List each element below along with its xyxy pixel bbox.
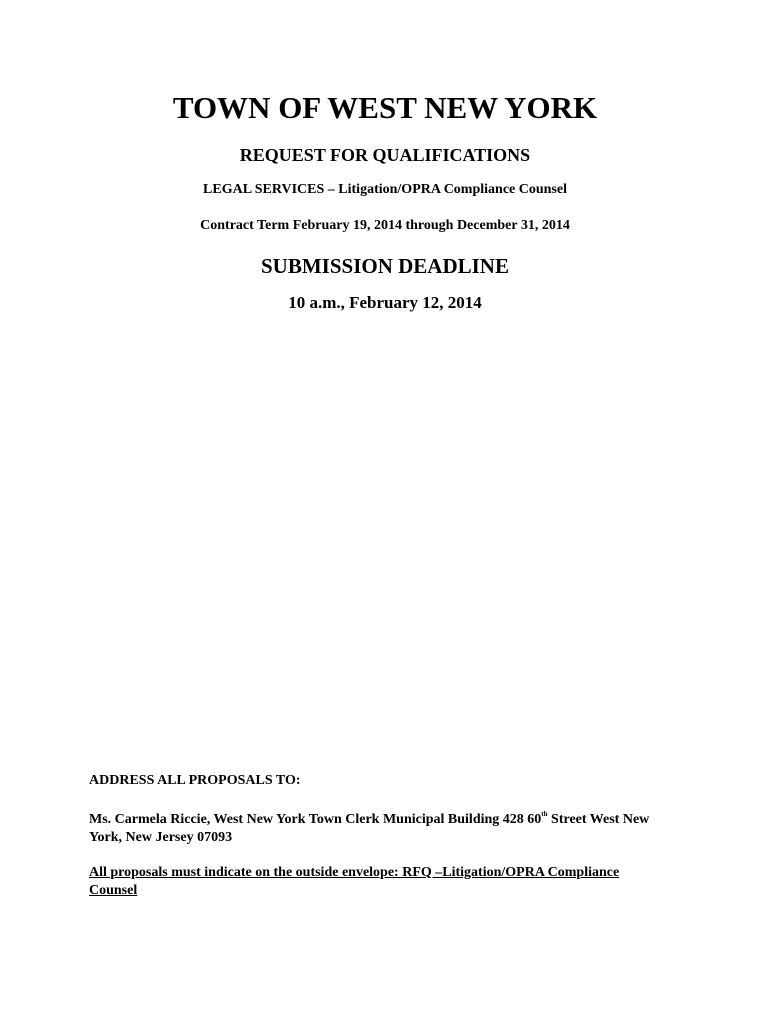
address-line-1-end: Street West New <box>547 812 650 827</box>
deadline-date: 10 a.m., February 12, 2014 <box>288 293 482 312</box>
envelope-notice <box>89 864 689 900</box>
document-title: TOWN OF WEST NEW YORK <box>172 90 598 125</box>
address-line-2: York, New Jersey 07093 <box>89 830 233 845</box>
deadline-heading: SUBMISSION DEADLINE <box>261 254 509 278</box>
document-subtitle: REQUEST FOR QUALIFICATIONS <box>239 145 531 165</box>
address-text <box>89 811 689 847</box>
service-line: LEGAL SERVICES – Litigation/OPRA Compliance Counsel <box>203 182 567 197</box>
contract-term: Contract Term February 19, 2014 through December 31, 2014 <box>200 218 570 233</box>
notice-line-1: All proposals must indicate on the outside envelope: RFQ –Litigation/OPRA Compliance <box>89 865 620 880</box>
notice-line-2: Counsel <box>89 883 138 898</box>
address-line-1-start: Ms. Carmela Riccie, West New York Town Clerk Municipal Building 428 60 <box>89 812 542 827</box>
address-heading: ADDRESS ALL PROPOSALS TO: <box>89 773 301 788</box>
address-superscript: th <box>541 810 548 818</box>
